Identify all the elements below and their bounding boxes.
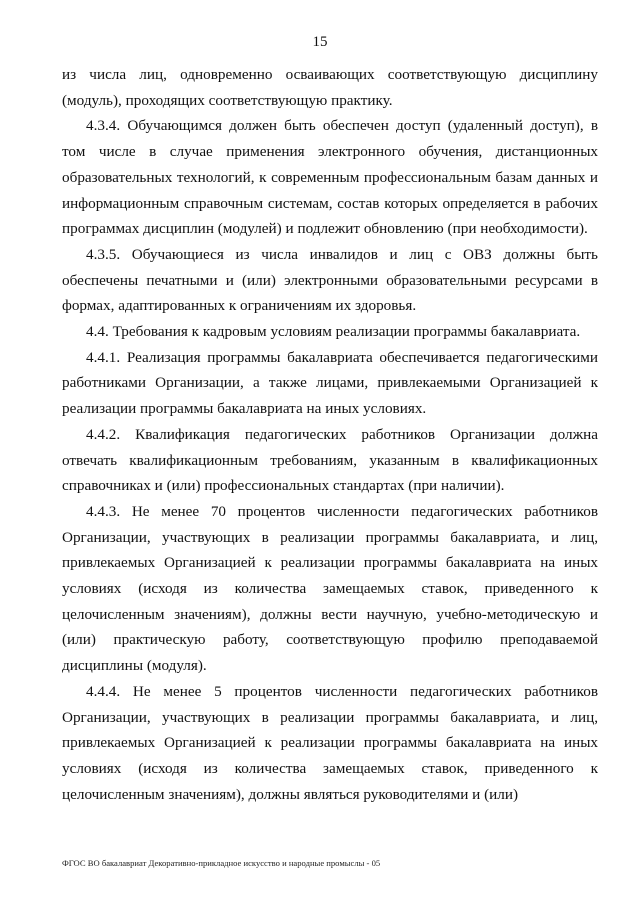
document-footer: ФГОС ВО бакалавриат Декоративно-прикладное искусство и народные промыслы - 05 [62,858,381,868]
document-body [62,62,598,807]
paragraph-4-4-3: 4.4.3. Не менее 70 процентов численности педагогических работников Организации, участвующих в реализации программы бакалавриата, и лиц, привлекаемых Организацией к реализации программы бакалавриата на иных условиях (исходя из количества замещаемых ставок, приведенного к целочисленным значениям), должны вести научную, учебно-методическую и (или) практическую работу, соответствующую профилю преподаваемой дисциплины (модуля). [62,502,598,675]
paragraph-4-3-5: 4.3.5. Обучающиеся из числа инвалидов и лиц с ОВЗ должны быть обеспечены печатными и (или) электронными образовательными ресурсами в формах, адаптированных к ограничениям их здоровья. [62,245,598,315]
paragraph-4-4-2: 4.4.2. Квалификация педагогических работников Организации должна отвечать квалификационным требованиям, указанным в квалификационных справочниках и (или) профессиональных стандартах (при наличии). [62,425,598,495]
paragraph-4-3-4: 4.3.4. Обучающимся должен быть обеспечен доступ (удаленный доступ), в том числе в случае применения электронного обучения, дистанционных образовательных технологий, к современным профессиональным базам данных и информационным справочным системам, состав которых определяется в рабочих программах дисциплин (модулей) и подлежит обновлению (при необходимости). [62,117,598,238]
paragraph-4-4: 4.4. Требования к кадровым условиям реализации программы бакалавриата. [86,323,581,341]
paragraph-continuation: из числа лиц, одновременно осваивающих соответствующую дисциплину (модуль), проходящих соответствующую практику. [62,66,598,109]
page-number: 15 [312,34,328,50]
paragraph-4-4-1: 4.4.1. Реализация программы бакалавриата обеспечивается педагогическими работниками Организации, а также лицами, привлекаемыми Организацией к реализации программы бакалавриата на иных условиях. [62,348,598,418]
paragraph-4-4-4: 4.4.4. Не менее 5 процентов численности педагогических работников Организации, участвующих в реализации программы бакалавриата, и лиц, привлекаемых Организацией к реализации программы бакалавриата на иных условиях (исходя из количества замещаемых ставок, приведенного к целочисленным значениям), должны являться руководителями и (или) [62,682,598,803]
